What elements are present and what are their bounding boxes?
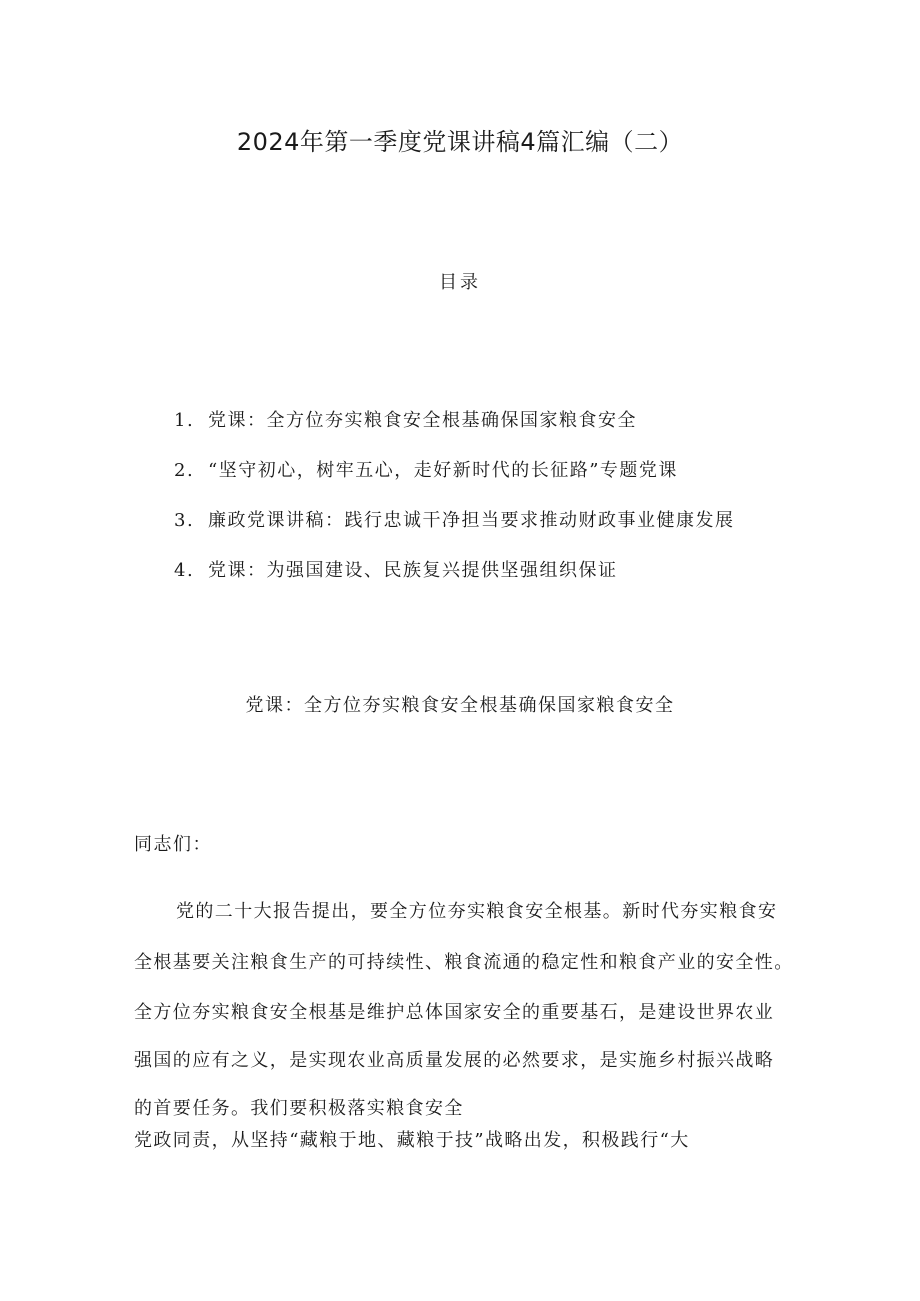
body-paragraph-line: 全方位夯实粮食安全根基是维护总体国家安全的重要基石，是建设世界农业 (134, 1002, 775, 1023)
toc-item-2[interactable] (174, 458, 735, 484)
toc-item-3[interactable] (174, 508, 735, 534)
toc-item-label: 廉政党课讲稿：践行忠诚干净担当要求推动财政事业健康发展 (208, 510, 735, 531)
toc-item-1[interactable] (174, 408, 735, 434)
toc-item-label: “坚守初心，树牢五心，走好新时代的长征路”专题党课 (208, 460, 678, 481)
table-of-contents (174, 408, 735, 608)
body-paragraph-line: 强国的应有之义，是实现农业高质量发展的必然要求，是实施乡村振兴战略 (134, 1050, 775, 1071)
toc-item-number: 4. (174, 560, 195, 581)
toc-item-4[interactable] (174, 558, 735, 584)
toc-item-label: 党课：为强国建设、民族复兴提供坚强组织保证 (208, 560, 618, 581)
body-paragraph-line: 的首要任务。我们要积极落实粮食安全 (134, 1098, 464, 1119)
body-paragraph-line: 党的二十大报告提出，要全方位夯实粮食安全根基。新时代夯实粮食安 (176, 901, 778, 922)
toc-heading: 目录 (439, 272, 481, 293)
section-title: 党课：全方位夯实粮食安全根基确保国家粮食安全 (245, 695, 675, 716)
toc-item-label: 党课：全方位夯实粮食安全根基确保国家粮食安全 (208, 410, 637, 431)
toc-item-number: 1. (174, 410, 195, 431)
toc-item-number: 2. (174, 460, 195, 481)
document-title: 2024年第一季度党课讲稿4篇汇编（二） (236, 128, 684, 156)
salutation: 同志们： (134, 834, 212, 855)
toc-item-number: 3. (174, 510, 195, 531)
body-paragraph-line: 全根基要关注粮食生产的可持续性、粮食流通的稳定性和粮食产业的安全性。 (134, 952, 794, 973)
body-paragraph-line: 党政同责，从坚持“藏粮于地、藏粮于技”战略出发，积极践行“大 (134, 1130, 690, 1151)
